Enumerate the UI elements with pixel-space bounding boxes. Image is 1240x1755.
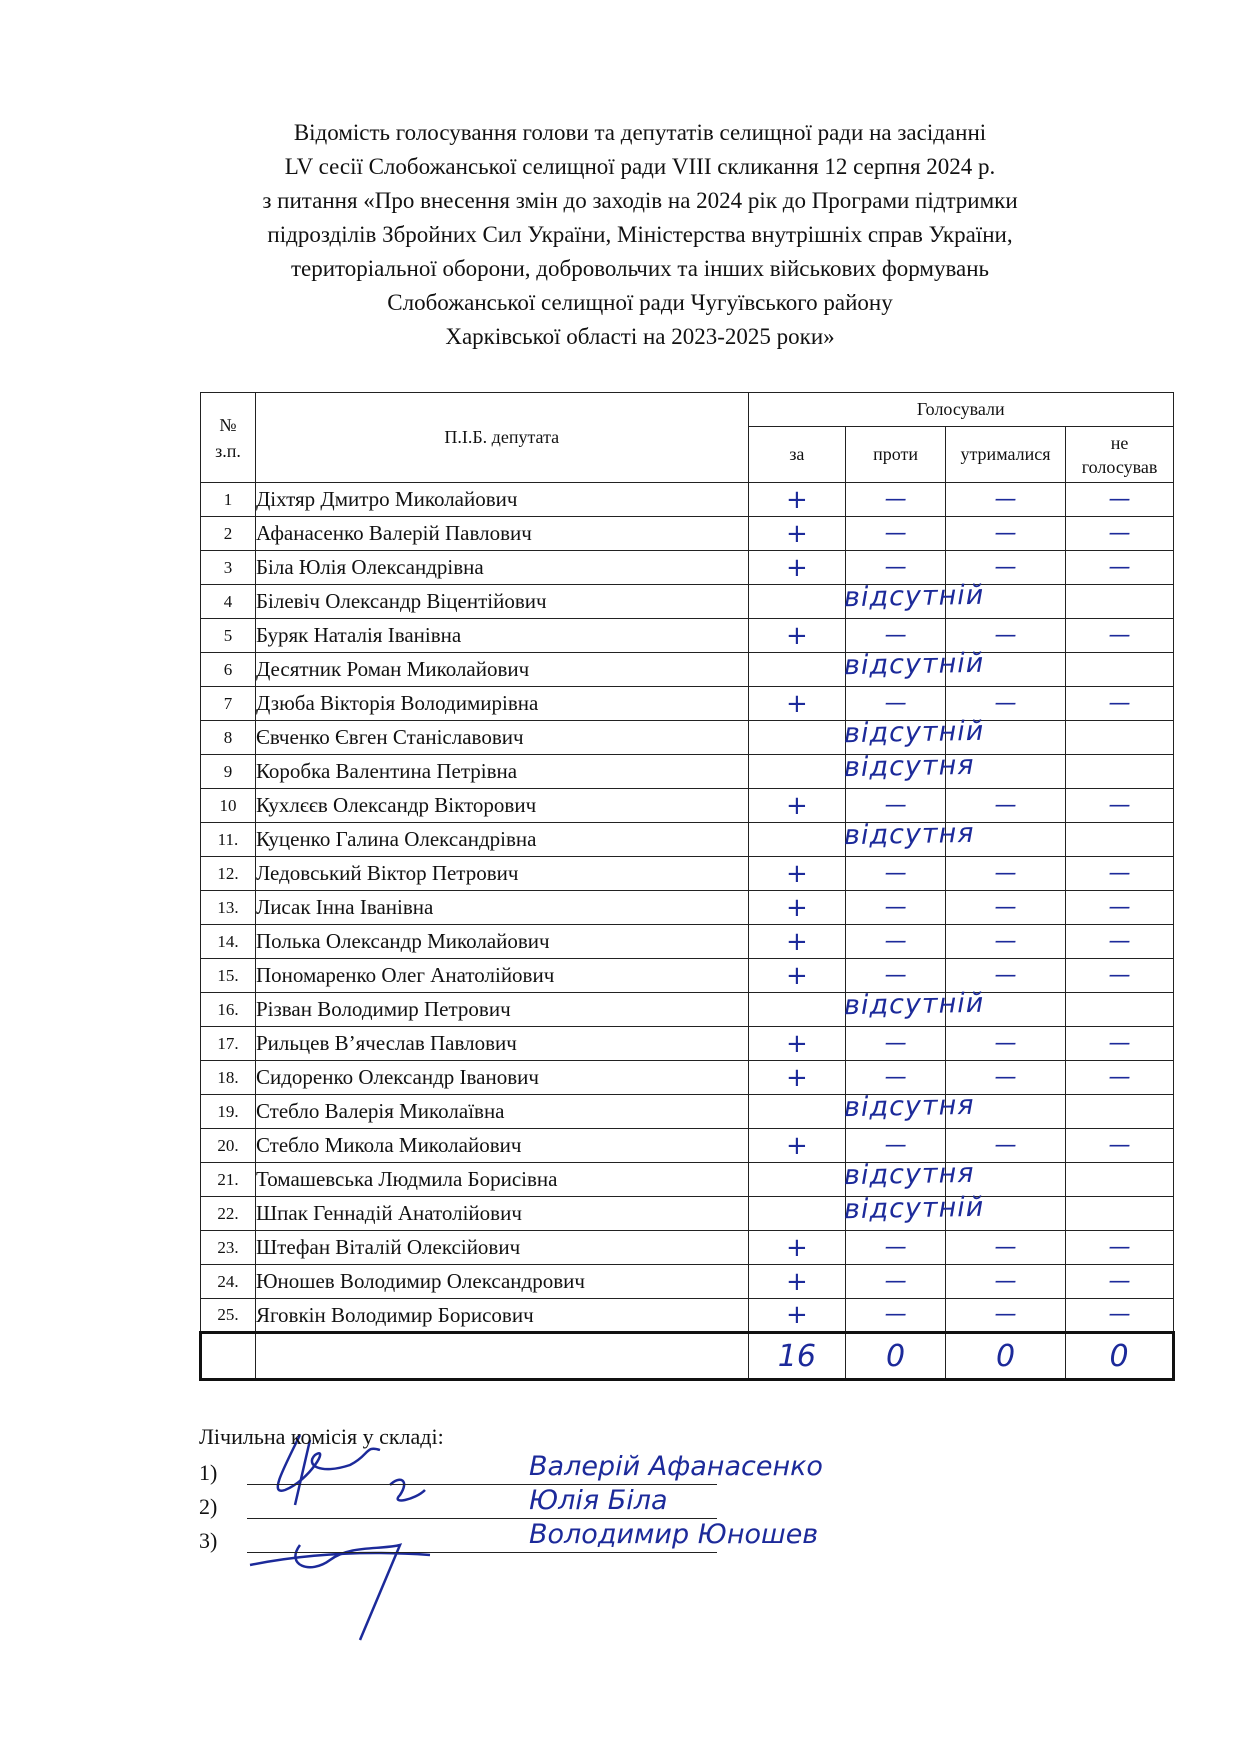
vote-proty <box>846 1095 946 1129</box>
vote-proty: — <box>846 551 946 585</box>
vote-ne-holosuvav <box>1066 653 1174 687</box>
member-number: 3) <box>199 1528 218 1553</box>
deputy-name: Томашевська Людмила Борисівна <box>255 1163 748 1197</box>
deputy-name: Кухлєєв Олександр Вікторович <box>255 789 748 823</box>
vote-proty <box>846 1197 946 1231</box>
deputy-name: Штефан Віталій Олексійович <box>255 1231 748 1265</box>
deputy-name: Пономаренко Олег Анатолійович <box>255 959 748 993</box>
vote-ne-holosuvav: — <box>1066 483 1174 517</box>
row-number: 19. <box>201 1095 256 1129</box>
vote-za: + <box>748 959 846 993</box>
deputy-name: Білевіч Олександр Віцентійович <box>255 585 748 619</box>
vote-za: + <box>748 1129 846 1163</box>
total-ne-holosuvav: 0 <box>1066 1333 1174 1380</box>
header-name: П.І.Б. депутата <box>255 393 748 483</box>
vote-utrymalysia <box>945 755 1065 789</box>
vote-utrymalysia <box>945 653 1065 687</box>
title-line: територіальної оборони, добровольчих та інших військових формувань <box>290 256 990 281</box>
vote-ne-holosuvav: — <box>1066 891 1174 925</box>
vote-ne-holosuvav: — <box>1066 857 1174 891</box>
member-name: Володимир Юношев <box>529 1519 819 1550</box>
table-row <box>201 993 1174 1027</box>
vote-za <box>748 647 985 687</box>
header-proty: проти <box>846 427 946 483</box>
vote-proty: — <box>846 1061 946 1095</box>
row-number: 8 <box>201 721 256 755</box>
vote-utrymalysia: — <box>945 1129 1065 1163</box>
vote-proty: — <box>846 619 946 653</box>
vote-ne-holosuvav: — <box>1066 1129 1174 1163</box>
deputy-name: Стебло Микола Миколайович <box>255 1129 748 1163</box>
header-voted: Голосували <box>748 393 1173 427</box>
vote-proty <box>846 823 946 857</box>
absent-note: відсутній <box>843 987 985 1022</box>
row-number: 6 <box>201 653 256 687</box>
vote-proty: — <box>846 1265 946 1299</box>
row-number: 5 <box>201 619 256 653</box>
deputy-name: Євченко Євген Станіславович <box>255 721 748 755</box>
row-number: 22. <box>201 1197 256 1231</box>
vote-utrymalysia: — <box>945 891 1065 925</box>
vote-utrymalysia: — <box>945 1231 1065 1265</box>
vote-ne-holosuvav: — <box>1066 619 1174 653</box>
absent-note: відсутній <box>843 1191 985 1226</box>
vote-za: + <box>748 619 846 653</box>
vote-ne-holosuvav: — <box>1066 1231 1174 1265</box>
vote-za: + <box>748 1231 846 1265</box>
member-name: Юлія Біла <box>529 1485 668 1516</box>
table-row <box>201 1265 1174 1299</box>
vote-za: + <box>748 1061 846 1095</box>
row-number: 25. <box>201 1299 256 1333</box>
vote-utrymalysia <box>945 1197 1065 1231</box>
vote-proty: — <box>846 789 946 823</box>
vote-proty <box>846 721 946 755</box>
table-row <box>201 551 1174 585</box>
vote-za: + <box>748 1299 846 1333</box>
row-number: 12. <box>201 857 256 891</box>
vote-za <box>748 1191 985 1231</box>
deputy-name: Юношев Володимир Олександрович <box>255 1265 748 1299</box>
commission-member <box>199 1485 668 1524</box>
row-number: 15. <box>201 959 256 993</box>
row-number: 10 <box>201 789 256 823</box>
vote-ne-holosuvav: — <box>1066 1265 1174 1299</box>
vote-ne-holosuvav <box>1066 585 1174 619</box>
deputy-name: Афанасенко Валерій Павлович <box>255 517 748 551</box>
absent-note: відсутній <box>843 579 985 614</box>
table-row <box>201 857 1174 891</box>
vote-za <box>748 749 975 789</box>
table-row <box>201 959 1174 993</box>
table-row <box>201 1027 1174 1061</box>
row-number: 9 <box>201 755 256 789</box>
vote-proty: — <box>846 517 946 551</box>
totals-empty <box>201 1333 256 1380</box>
vote-ne-holosuvav: — <box>1066 925 1174 959</box>
row-number: 3 <box>201 551 256 585</box>
vote-utrymalysia <box>945 823 1065 857</box>
row-number: 2 <box>201 517 256 551</box>
header-ne-holosuvav: не голосував <box>1066 427 1174 483</box>
vote-utrymalysia: — <box>945 687 1065 721</box>
title-line: з питання «Про внесення змін до заходів на 2024 рік до Програми підтримки <box>262 188 1018 213</box>
vote-utrymalysia: — <box>945 1265 1065 1299</box>
absent-note: відсутній <box>843 647 985 682</box>
vote-utrymalysia: — <box>945 551 1065 585</box>
vote-utrymalysia: — <box>945 619 1065 653</box>
commission-member <box>199 1519 819 1558</box>
totals-empty <box>255 1333 748 1380</box>
vote-za: + <box>748 483 846 517</box>
vote-ne-holosuvav: — <box>1066 687 1174 721</box>
vote-proty: — <box>846 483 946 517</box>
member-number: 1) <box>199 1460 218 1485</box>
table-row <box>201 517 1174 551</box>
totals-row <box>201 1333 1174 1380</box>
title-line: підрозділів Збройних Сил України, Міністерства внутрішніх справ України, <box>267 222 1013 247</box>
member-number: 2) <box>199 1494 218 1519</box>
vote-za: + <box>748 925 846 959</box>
table-row <box>201 755 1174 789</box>
vote-utrymalysia: — <box>945 517 1065 551</box>
vote-ne-holosuvav: — <box>1066 1061 1174 1095</box>
vote-ne-holosuvav <box>1066 823 1174 857</box>
header-za: за <box>748 427 846 483</box>
vote-ne-holosuvav <box>1066 1095 1174 1129</box>
vote-proty: — <box>846 1129 946 1163</box>
vote-utrymalysia <box>945 585 1065 619</box>
vote-za: + <box>748 857 846 891</box>
commission-label: Лічильна комісія у складі: <box>199 1424 444 1449</box>
table-row <box>201 619 1174 653</box>
absent-note: відсутній <box>843 715 985 750</box>
vote-za <box>748 1157 975 1197</box>
table-row <box>201 1163 1174 1197</box>
vote-za <box>748 579 985 619</box>
vote-proty <box>846 1163 946 1197</box>
vote-proty <box>846 653 946 687</box>
deputy-name: Різван Володимир Петрович <box>255 993 748 1027</box>
total-za: 16 <box>748 1333 846 1380</box>
voting-table <box>199 392 1175 1381</box>
row-number: 20. <box>201 1129 256 1163</box>
vote-ne-holosuvav: — <box>1066 551 1174 585</box>
vote-utrymalysia: — <box>945 959 1065 993</box>
vote-proty <box>846 585 946 619</box>
signature-line <box>247 1552 717 1553</box>
vote-utrymalysia: — <box>945 789 1065 823</box>
deputy-name: Лисак Інна Іванівна <box>255 891 748 925</box>
header-utrymalysia: утрималися <box>945 427 1065 483</box>
table-row <box>201 823 1174 857</box>
total-utrymalysia: 0 <box>945 1333 1065 1380</box>
title-line: Харківської області на 2023-2025 роки» <box>445 324 835 349</box>
row-number: 1 <box>201 483 256 517</box>
vote-utrymalysia: — <box>945 857 1065 891</box>
row-number: 17. <box>201 1027 256 1061</box>
row-number: 16. <box>201 993 256 1027</box>
vote-ne-holosuvav: — <box>1066 517 1174 551</box>
table-row <box>201 1197 1174 1231</box>
header-number: № з.п. <box>201 393 256 483</box>
deputy-name: Дзюба Вікторія Володимирівна <box>255 687 748 721</box>
absent-note: відсутня <box>843 1089 975 1124</box>
vote-proty: — <box>846 1027 946 1061</box>
vote-za: + <box>748 551 846 585</box>
table-row <box>201 1299 1174 1333</box>
vote-ne-holosuvav <box>1066 755 1174 789</box>
table-row <box>201 1129 1174 1163</box>
vote-proty: — <box>846 925 946 959</box>
table-row <box>201 925 1174 959</box>
row-number: 24. <box>201 1265 256 1299</box>
table-row <box>201 483 1174 517</box>
table-row <box>201 1231 1174 1265</box>
vote-proty: — <box>846 1299 946 1333</box>
table-row <box>201 721 1174 755</box>
row-number: 7 <box>201 687 256 721</box>
deputy-name: Полька Олександр Миколайович <box>255 925 748 959</box>
vote-utrymalysia <box>945 993 1065 1027</box>
table-row <box>201 789 1174 823</box>
absent-note: відсутня <box>843 749 975 784</box>
vote-za <box>748 1089 975 1129</box>
vote-proty: — <box>846 891 946 925</box>
vote-utrymalysia <box>945 1095 1065 1129</box>
vote-ne-holosuvav <box>1066 1163 1174 1197</box>
title-line: Відомість голосування голови та депутатів селищної ради на засіданні <box>293 120 987 145</box>
vote-utrymalysia: — <box>945 483 1065 517</box>
row-number: 21. <box>201 1163 256 1197</box>
vote-za: + <box>748 891 846 925</box>
vote-ne-holosuvav: — <box>1066 1299 1174 1333</box>
document-title <box>150 116 1130 354</box>
deputy-name: Біла Юлія Олександрівна <box>255 551 748 585</box>
title-line: LV сесії Слобожанської селищної ради VIII скликання 12 серпня 2024 р. <box>284 154 996 179</box>
row-number: 18. <box>201 1061 256 1095</box>
vote-proty: — <box>846 1231 946 1265</box>
vote-za: + <box>748 687 846 721</box>
deputy-name: Стебло Валерія Миколаївна <box>255 1095 748 1129</box>
deputy-name: Ледовський Віктор Петрович <box>255 857 748 891</box>
row-number: 4 <box>201 585 256 619</box>
total-proty: 0 <box>846 1333 946 1380</box>
vote-proty: — <box>846 687 946 721</box>
vote-utrymalysia: — <box>945 1299 1065 1333</box>
deputy-name: Сидоренко Олександр Іванович <box>255 1061 748 1095</box>
table-row <box>201 687 1174 721</box>
absent-note: відсутня <box>843 817 975 852</box>
counting-commission <box>199 1424 823 1558</box>
vote-za <box>748 715 985 755</box>
vote-ne-holosuvav <box>1066 993 1174 1027</box>
deputy-name: Буряк Наталія Іванівна <box>255 619 748 653</box>
deputy-name: Куценко Галина Олександрівна <box>255 823 748 857</box>
vote-ne-holosuvav <box>1066 1197 1174 1231</box>
vote-utrymalysia: — <box>945 925 1065 959</box>
vote-ne-holosuvav <box>1066 721 1174 755</box>
row-number: 14. <box>201 925 256 959</box>
vote-za: + <box>748 789 846 823</box>
table-row <box>201 1095 1174 1129</box>
deputy-name: Діхтяр Дмитро Миколайович <box>255 483 748 517</box>
deputy-name: Яговкін Володимир Борисович <box>255 1299 748 1333</box>
vote-ne-holosuvav: — <box>1066 789 1174 823</box>
absent-note: відсутня <box>843 1157 975 1192</box>
title-line: Слобожанської селищної ради Чугуївського району <box>387 290 893 315</box>
vote-za: + <box>748 1265 846 1299</box>
vote-utrymalysia: — <box>945 1061 1065 1095</box>
vote-za <box>748 817 975 857</box>
deputy-name: Десятник Роман Миколайович <box>255 653 748 687</box>
vote-za <box>748 987 985 1027</box>
table-row <box>201 585 1174 619</box>
vote-proty: — <box>846 959 946 993</box>
member-name: Валерій Афанасенко <box>529 1451 823 1482</box>
row-number: 23. <box>201 1231 256 1265</box>
vote-za: + <box>748 1027 846 1061</box>
vote-proty <box>846 755 946 789</box>
vote-proty <box>846 993 946 1027</box>
row-number: 13. <box>201 891 256 925</box>
row-number: 11. <box>201 823 256 857</box>
table-row <box>201 653 1174 687</box>
vote-ne-holosuvav: — <box>1066 959 1174 993</box>
vote-ne-holosuvav: — <box>1066 1027 1174 1061</box>
vote-utrymalysia: — <box>945 1027 1065 1061</box>
vote-za: + <box>748 517 846 551</box>
table-row <box>201 891 1174 925</box>
deputy-name: Рильцев В’ячеслав Павлович <box>255 1027 748 1061</box>
commission-member <box>199 1451 823 1490</box>
table-row <box>201 1061 1174 1095</box>
deputy-name: Шпак Геннадій Анатолійович <box>255 1197 748 1231</box>
vote-proty: — <box>846 857 946 891</box>
deputy-name: Коробка Валентина Петрівна <box>255 755 748 789</box>
